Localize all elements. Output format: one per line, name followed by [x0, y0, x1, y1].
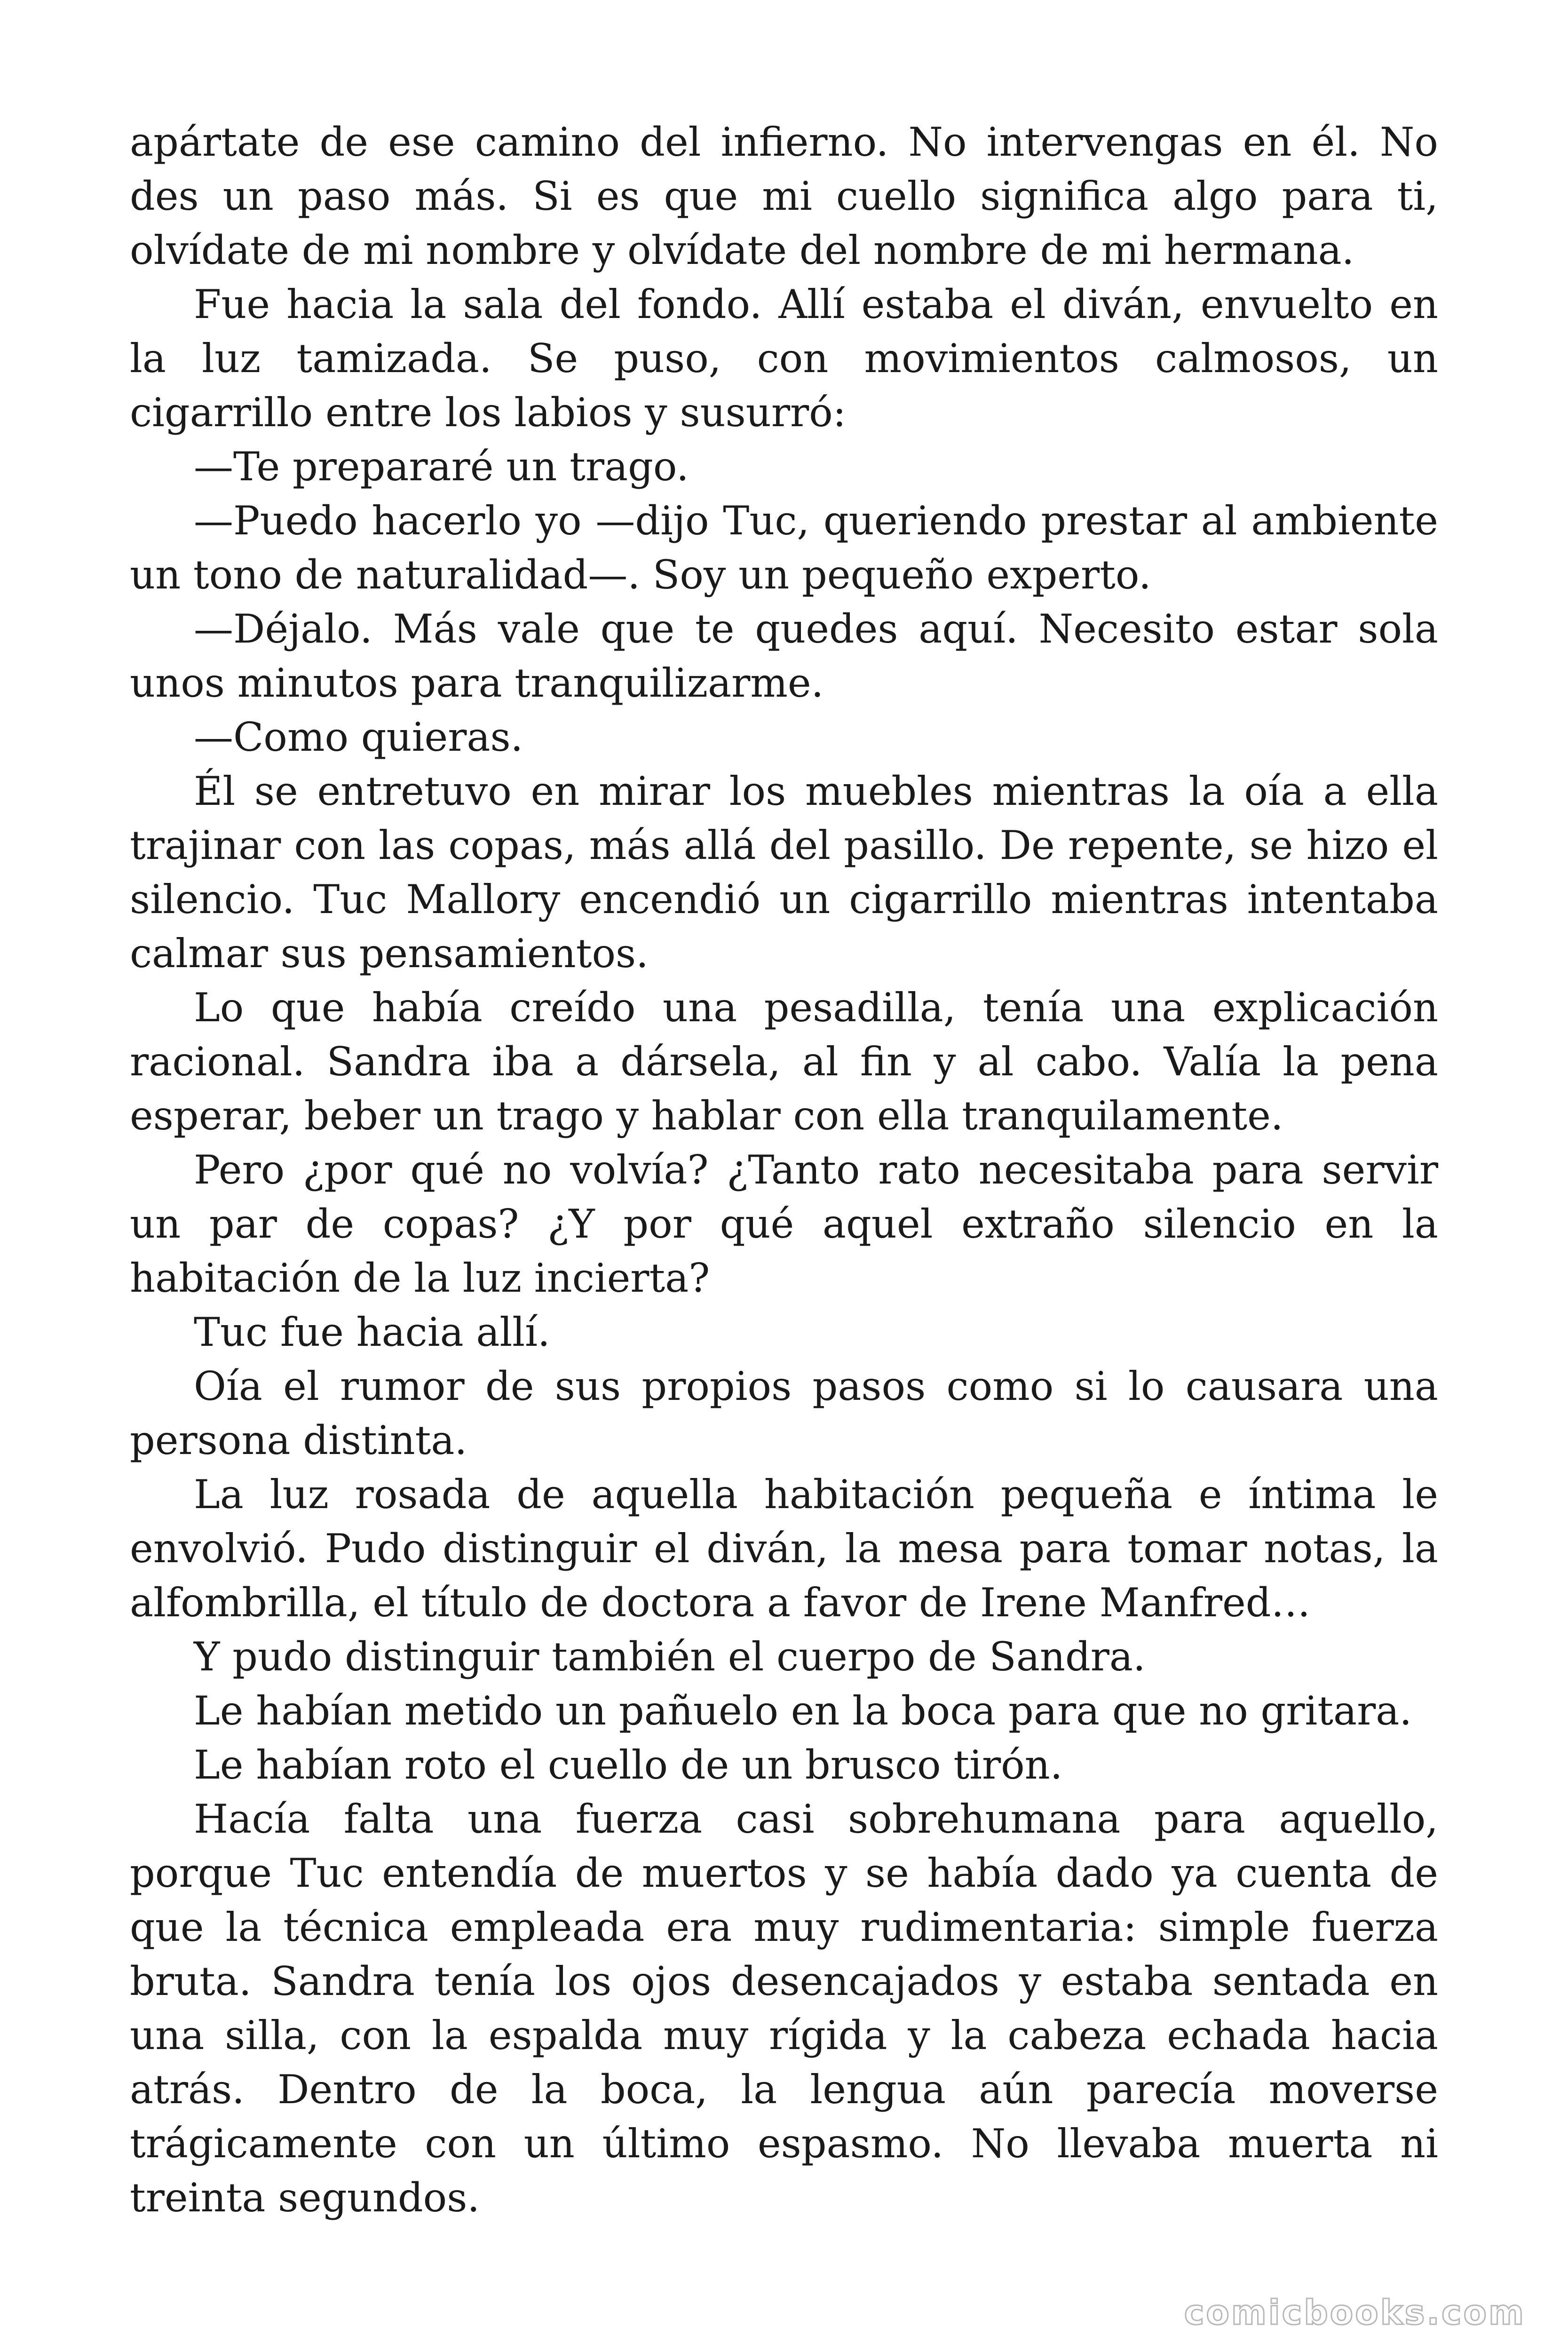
paragraph: Tuc fue hacia allí.: [194, 1309, 550, 1355]
paragraph: Pero ¿por qué no volvía? ¿Tanto rato necesitaba para servir un par de copas? ¿Y por qué aquel extraño silencio en la habitación de la luz incierta?: [130, 1147, 1438, 1301]
paragraph: —Déjalo. Más vale que te quedes aquí. Necesito estar sola unos minutos para tranquilizarme.: [130, 606, 1438, 706]
paragraph: apártate de ese camino del infierno. No intervengas en él. No des un paso más. Si es que mi cuello significa algo para ti, olvídate de mi nombre y olvídate del nombre de mi hermana.: [130, 119, 1438, 273]
paragraph: —Te prepararé un trago.: [194, 444, 689, 490]
paragraph: Hacía falta una fuerza casi sobrehumana para aquello, porque Tuc entendía de muertos y se había dado ya cuenta de que la técnica empleada era muy rudimentaria: simple fuerza bruta. Sandra tenía los ojos desencajados y estaba sentada en una silla, con la espalda muy rígida y la cabeza echada hacia atrás. Dentro de la boca, la lengua aún parecía moverse trágicamente con un último espasmo. No llevaba muerta ni treinta segundos.: [130, 1796, 1438, 2221]
paragraph: —Puedo hacerlo yo —dijo Tuc, queriendo prestar al ambiente un tono de naturalidad—. Soy un pequeño experto.: [130, 498, 1438, 598]
paragraph: Y pudo distinguir también el cuerpo de Sandra.: [194, 1634, 1146, 1680]
paragraph: Fue hacia la sala del fondo. Allí estaba el diván, envuelto en la luz tamizada. Se puso, con movimientos calmosos, un cigarrillo entre los labios y susurró:: [130, 281, 1438, 436]
paragraph: —Como quieras.: [194, 714, 523, 760]
paragraph: La luz rosada de aquella habitación pequeña e íntima le envolvió. Pudo distinguir el diván, la mesa para tomar notas, la alfombrilla, el título de doctora a favor de Irene Manfred…: [130, 1471, 1438, 1626]
paragraph: Lo que había creído una pesadilla, tenía una explicación racional. Sandra iba a dársela, al fin y al cabo. Valía la pena esperar, beber un trago y hablar con ella tranquilamente.: [130, 985, 1438, 1139]
paragraph: Oía el rumor de sus propios pasos como si lo causara una persona distinta.: [130, 1363, 1438, 1463]
site-watermark: comicbooks.com: [1184, 2293, 1526, 2332]
paragraph: Le habían metido un pañuelo en la boca para que no gritara.: [194, 1688, 1412, 1734]
paragraph: Le habían roto el cuello de un brusco tirón.: [194, 1742, 1063, 1788]
body-text: [130, 115, 1438, 2225]
paragraph: Él se entretuvo en mirar los muebles mientras la oía a ella trajinar con las copas, más allá del pasillo. De repente, se hizo el silencio. Tuc Mallory encendió un cigarrillo mientras intentaba calmar sus pensamientos.: [130, 768, 1438, 977]
